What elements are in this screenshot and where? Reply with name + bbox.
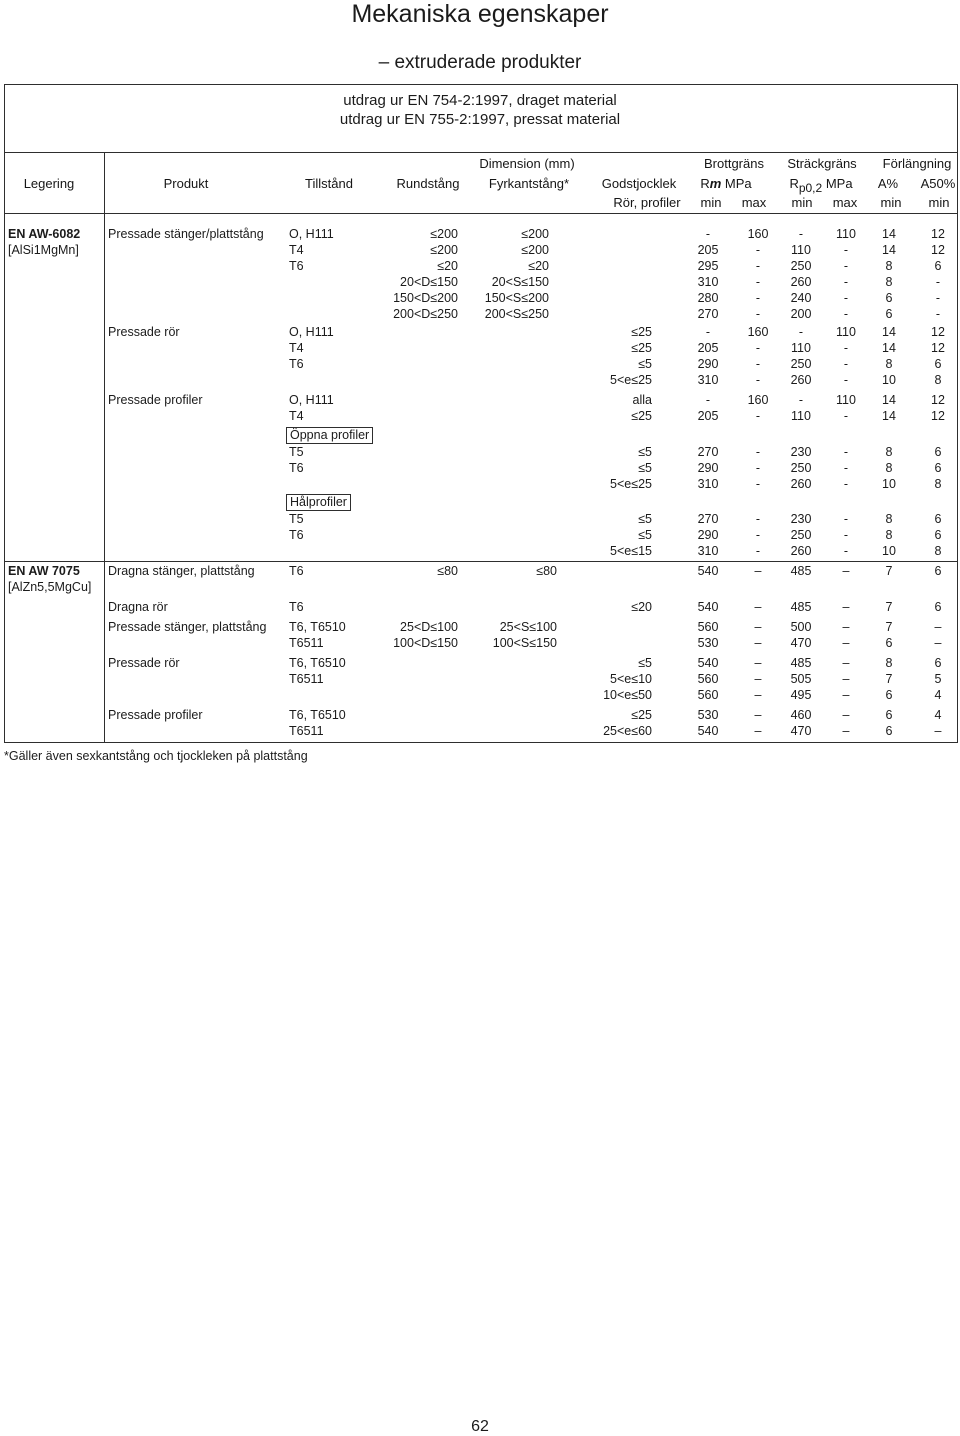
alloy-designation: [AlSi1MgMn] <box>8 243 79 257</box>
cell-rm-min: 540 <box>697 724 719 738</box>
cell-rm-max: - <box>755 544 761 558</box>
table-row <box>0 543 960 559</box>
cell-rp-min: 250 <box>790 357 812 371</box>
cell-tillstand: T6 <box>289 259 304 273</box>
cell-rp-max: – <box>842 564 850 578</box>
cell-a50: 6 <box>934 564 942 578</box>
header-top-rule <box>4 152 958 153</box>
subheading-row <box>0 428 960 444</box>
cell-rp-max: - <box>843 307 849 321</box>
cell-produkt: Pressade rör <box>108 656 180 670</box>
cell-rp-max: – <box>842 620 850 634</box>
cell-rp-min: 110 <box>791 409 811 423</box>
cell-a: 7 <box>885 564 893 578</box>
header-a50: A50% <box>920 176 956 191</box>
cell-tillstand: T4 <box>289 409 304 423</box>
cell-rm-max: - <box>755 445 761 459</box>
cell-rp-min: 110 <box>791 243 811 257</box>
cell-rm-max: - <box>755 461 761 475</box>
cell-rm-max: – <box>754 708 762 722</box>
cell-rp-max: - <box>843 461 849 475</box>
cell-rundstang: ≤200 <box>430 243 458 257</box>
cell-rm-min: 540 <box>697 656 719 670</box>
cell-fyrkantstang: ≤20 <box>528 259 549 273</box>
cell-tillstand: T6511 <box>289 636 324 650</box>
cell-rundstang: 200<D≤250 <box>393 307 458 321</box>
cell-godstjocklek: ≤25 <box>631 325 652 339</box>
cell-rp-max: – <box>842 672 850 686</box>
cell-a50: 6 <box>934 656 942 670</box>
cell-a50: - <box>935 275 941 289</box>
cell-a50: 12 <box>931 409 945 423</box>
cell-rm-min: 290 <box>697 528 719 542</box>
cell-rp-min: 495 <box>790 688 812 702</box>
cell-a: 6 <box>885 636 893 650</box>
cell-produkt: Pressade rör <box>108 325 180 339</box>
cell-fyrkantstang: 200<S≤250 <box>484 307 549 321</box>
header-a50-min: min <box>928 195 950 210</box>
page-title: Mekaniska egenskaper <box>351 0 609 28</box>
cell-rundstang: 150<D≤200 <box>393 291 458 305</box>
table-row <box>0 563 960 579</box>
alloy-name: EN AW-6082 <box>8 227 81 241</box>
cell-fyrkantstang: 25<S≤100 <box>499 620 557 634</box>
cell-rm-max: – <box>754 564 762 578</box>
rp-symbol: R <box>789 176 799 191</box>
cell-rm-max: 160 <box>747 227 769 241</box>
cell-rp-min: - <box>798 227 804 241</box>
table-row <box>0 599 960 615</box>
cell-rp-min: 485 <box>790 564 812 578</box>
cell-tillstand: T6 <box>289 564 304 578</box>
cell-rp-min: 250 <box>790 259 812 273</box>
cell-tillstand: T4 <box>289 243 304 257</box>
cell-a: 14 <box>882 325 896 339</box>
cell-godstjocklek: ≤5 <box>638 512 652 526</box>
cell-godstjocklek: ≤25 <box>631 341 652 355</box>
cell-godstjocklek: 25<e≤60 <box>603 724 652 738</box>
cell-rp-max: – <box>842 724 850 738</box>
cell-a: 6 <box>885 724 893 738</box>
cell-rm-min: 205 <box>697 341 719 355</box>
cell-rp-max: 110 <box>836 227 856 241</box>
cell-a50: 12 <box>931 341 945 355</box>
cell-rundstang: 20<D≤150 <box>400 275 458 289</box>
cell-a50: - <box>935 307 941 321</box>
cell-rp-min: 505 <box>790 672 812 686</box>
alloy-name: EN AW 7075 <box>8 564 80 578</box>
table-row <box>0 324 960 340</box>
table-row <box>0 392 960 408</box>
cell-rm-max: – <box>754 724 762 738</box>
cell-rp-max: - <box>843 243 849 257</box>
header-legering: Legering <box>23 176 75 191</box>
cell-rm-max: – <box>754 600 762 614</box>
table-row <box>0 444 960 460</box>
cell-rm-min: 205 <box>697 243 719 257</box>
header-godstjocklek: Godstjocklek <box>601 176 677 191</box>
table-row <box>0 372 960 388</box>
cell-a50: 6 <box>934 445 942 459</box>
cell-tillstand: T6 <box>289 600 304 614</box>
header-forlangning: Förlängning <box>882 156 952 171</box>
header-strackgrans: Sträckgräns <box>787 156 857 171</box>
cell-rm-max: - <box>755 307 761 321</box>
cell-tillstand: T6511 <box>289 724 324 738</box>
cell-a50: 6 <box>934 600 942 614</box>
cell-a50: 4 <box>934 708 942 722</box>
cell-rp-max: - <box>843 445 849 459</box>
rm-symbol: R <box>700 176 710 191</box>
cell-a50: 6 <box>934 259 942 273</box>
cell-rp-min: 260 <box>790 477 812 491</box>
page-number: 62 <box>471 1418 489 1435</box>
footnote: *Gäller även sexkantstång och tjockleken på plattstång <box>4 749 308 763</box>
cell-rm-max: - <box>755 409 761 423</box>
cell-godstjocklek: alla <box>632 393 652 407</box>
cell-a: 8 <box>885 259 893 273</box>
cell-tillstand: T5 <box>289 512 304 526</box>
cell-rp-max: 110 <box>836 393 856 407</box>
cell-rp-max: – <box>842 636 850 650</box>
cell-fyrkantstang: ≤80 <box>536 564 557 578</box>
rm-subscript: m <box>709 176 722 191</box>
cell-a50: 6 <box>934 512 942 526</box>
cell-rm-min: 560 <box>697 620 719 634</box>
cell-rm-max: - <box>755 275 761 289</box>
cell-rm-max: - <box>755 291 761 305</box>
table-row <box>0 408 960 424</box>
cell-rp-max: - <box>843 341 849 355</box>
subheading-row <box>0 495 960 511</box>
cell-rm-max: 160 <box>747 325 769 339</box>
cell-rm-max: - <box>755 373 761 387</box>
cell-rp-min: 200 <box>790 307 812 321</box>
cell-a: 14 <box>882 409 896 423</box>
cell-a: 7 <box>885 620 893 634</box>
cell-produkt: Pressade profiler <box>108 708 203 722</box>
source-line: utdrag ur EN 754-2:1997, draget material <box>343 92 617 109</box>
cell-rm-min: 540 <box>697 564 719 578</box>
cell-tillstand: T6 <box>289 357 304 371</box>
cell-godstjocklek: ≤5 <box>638 445 652 459</box>
header-tillstand: Tillstånd <box>305 176 353 191</box>
header-bottom-rule <box>4 213 958 214</box>
cell-tillstand: O, H111 <box>289 227 334 241</box>
cell-rp-min: 250 <box>790 461 812 475</box>
cell-a50: 5 <box>934 672 942 686</box>
cell-rp-min: - <box>798 393 804 407</box>
cell-godstjocklek: ≤25 <box>631 708 652 722</box>
cell-rm-max: - <box>755 341 761 355</box>
cell-rp-min: 260 <box>790 373 812 387</box>
cell-a50: 12 <box>931 393 945 407</box>
cell-rp-max: - <box>843 409 849 423</box>
table-row <box>0 619 960 635</box>
table-row <box>0 527 960 543</box>
cell-rm-max: – <box>754 656 762 670</box>
cell-a: 6 <box>885 307 893 321</box>
table-row <box>0 707 960 723</box>
cell-a: 10 <box>882 477 896 491</box>
cell-a50: – <box>934 620 942 634</box>
cell-produkt: Pressade stänger/plattstång <box>108 227 264 241</box>
cell-a50: 12 <box>931 227 945 241</box>
cell-a: 14 <box>882 243 896 257</box>
cell-godstjocklek: 5<e≤10 <box>610 672 652 686</box>
cell-a: 14 <box>882 227 896 241</box>
header-rm-max: max <box>741 195 767 210</box>
cell-rundstang: ≤200 <box>430 227 458 241</box>
cell-rp-max: - <box>843 259 849 273</box>
cell-rm-min: 270 <box>697 307 719 321</box>
cell-rm-min: 310 <box>697 275 719 289</box>
cell-a: 8 <box>885 357 893 371</box>
cell-rm-max: – <box>754 688 762 702</box>
cell-rm-min: 540 <box>697 600 719 614</box>
cell-godstjocklek: 5<e≤15 <box>610 544 652 558</box>
cell-rp-max: - <box>843 291 849 305</box>
cell-tillstand: T6 <box>289 461 304 475</box>
cell-godstjocklek: 5<e≤25 <box>610 373 652 387</box>
cell-rm-min: 290 <box>697 461 719 475</box>
cell-rundstang: 25<D≤100 <box>400 620 458 634</box>
cell-a: 8 <box>885 656 893 670</box>
cell-a: 8 <box>885 461 893 475</box>
table-row <box>0 687 960 703</box>
cell-rp-max: - <box>843 477 849 491</box>
cell-a50: 12 <box>931 325 945 339</box>
cell-a: 14 <box>882 341 896 355</box>
header-brottgrans: Brottgräns <box>704 156 764 171</box>
header-godstjocklek-sub: Rör, profiler <box>613 195 681 210</box>
table-row <box>0 306 960 322</box>
cell-a50: 6 <box>934 357 942 371</box>
cell-rm-min: - <box>705 325 711 339</box>
table-row <box>0 356 960 372</box>
section-subheading: Hålprofiler <box>286 494 351 511</box>
page-subtitle: – extruderade produkter <box>378 52 582 73</box>
cell-rp-min: 260 <box>790 544 812 558</box>
cell-godstjocklek: ≤25 <box>631 409 652 423</box>
table-row <box>0 635 960 651</box>
header-rm <box>691 176 761 192</box>
cell-fyrkantstang: 150<S≤200 <box>484 291 549 305</box>
cell-a: 14 <box>882 393 896 407</box>
cell-rp-max: - <box>843 373 849 387</box>
header-produkt: Produkt <box>163 176 209 191</box>
table-row <box>0 242 960 258</box>
rm-unit: MPa <box>724 176 752 191</box>
rp-unit: MPa <box>825 176 853 191</box>
cell-tillstand: T6, T6510 <box>289 620 346 634</box>
cell-rp-max: - <box>843 528 849 542</box>
cell-tillstand: T6 <box>289 528 304 542</box>
rp-subscript: p0,2 <box>798 181 823 195</box>
cell-a50: – <box>934 724 942 738</box>
header-fyrkantstang: Fyrkantstång* <box>488 176 570 191</box>
cell-rm-min: 530 <box>697 636 719 650</box>
cell-rm-max: – <box>754 636 762 650</box>
cell-rm-max: - <box>755 528 761 542</box>
cell-rm-min: 290 <box>697 357 719 371</box>
header-rp-min: min <box>791 195 813 210</box>
cell-a: 8 <box>885 528 893 542</box>
table-row <box>0 290 960 306</box>
header-rp <box>781 176 861 195</box>
cell-rm-min: 270 <box>697 445 719 459</box>
cell-produkt: Dragna rör <box>108 600 168 614</box>
cell-a: 8 <box>885 275 893 289</box>
cell-rp-max: 110 <box>836 325 856 339</box>
cell-rp-max: – <box>842 688 850 702</box>
cell-rm-min: - <box>705 393 711 407</box>
cell-rp-max: - <box>843 544 849 558</box>
header-rm-min: min <box>700 195 722 210</box>
cell-a: 8 <box>885 445 893 459</box>
cell-a: 6 <box>885 708 893 722</box>
cell-fyrkantstang: 100<S≤150 <box>492 636 557 650</box>
table-row <box>0 258 960 274</box>
cell-fyrkantstang: ≤200 <box>521 227 549 241</box>
cell-tillstand: O, H111 <box>289 325 334 339</box>
cell-a50: 8 <box>934 373 942 387</box>
cell-rp-min: 500 <box>790 620 812 634</box>
cell-rp-min: 260 <box>790 275 812 289</box>
cell-a50: 6 <box>934 528 942 542</box>
cell-godstjocklek: ≤5 <box>638 461 652 475</box>
cell-rp-min: 460 <box>790 708 812 722</box>
header-a-min: min <box>880 195 902 210</box>
table-row <box>0 671 960 687</box>
cell-rp-min: 110 <box>791 341 811 355</box>
cell-rp-max: - <box>843 512 849 526</box>
cell-a: 10 <box>882 544 896 558</box>
cell-godstjocklek: 5<e≤25 <box>610 477 652 491</box>
cell-a: 8 <box>885 512 893 526</box>
cell-rm-max: - <box>755 357 761 371</box>
section-subheading: Öppna profiler <box>286 427 373 444</box>
cell-a50: – <box>934 636 942 650</box>
cell-rp-min: 470 <box>790 724 812 738</box>
cell-rm-min: 310 <box>697 373 719 387</box>
alloy-separator-rule <box>4 561 958 562</box>
cell-rp-max: – <box>842 600 850 614</box>
table-row <box>0 340 960 356</box>
cell-a: 6 <box>885 688 893 702</box>
table-row <box>0 476 960 492</box>
cell-tillstand: T5 <box>289 445 304 459</box>
cell-rm-min: 295 <box>697 259 719 273</box>
cell-rp-min: 240 <box>790 291 812 305</box>
cell-produkt: Pressade stänger, plattstång <box>108 620 267 634</box>
cell-rundstang: ≤80 <box>437 564 458 578</box>
cell-a: 6 <box>885 291 893 305</box>
cell-rm-min: 560 <box>697 688 719 702</box>
cell-rm-min: 310 <box>697 477 719 491</box>
cell-rp-min: - <box>798 325 804 339</box>
cell-tillstand: T6, T6510 <box>289 708 346 722</box>
cell-rm-min: 280 <box>697 291 719 305</box>
cell-rp-min: 485 <box>790 656 812 670</box>
cell-tillstand: T4 <box>289 341 304 355</box>
cell-rm-min: 205 <box>697 409 719 423</box>
cell-rm-min: 270 <box>697 512 719 526</box>
cell-a50: 8 <box>934 544 942 558</box>
table-row <box>0 460 960 476</box>
cell-rm-min: 530 <box>697 708 719 722</box>
cell-rundstang: ≤20 <box>437 259 458 273</box>
cell-a: 7 <box>885 600 893 614</box>
header-rundstang: Rundstång <box>396 176 460 191</box>
cell-a50: - <box>935 291 941 305</box>
table-row <box>0 226 960 242</box>
cell-rp-max: – <box>842 708 850 722</box>
cell-a50: 6 <box>934 461 942 475</box>
cell-rm-min: 310 <box>697 544 719 558</box>
cell-a50: 4 <box>934 688 942 702</box>
cell-rp-min: 485 <box>790 600 812 614</box>
alloy-designation: [AlZn5,5MgCu] <box>8 580 92 594</box>
header-a: A% <box>877 176 899 191</box>
cell-godstjocklek: ≤5 <box>638 357 652 371</box>
cell-godstjocklek: ≤5 <box>638 656 652 670</box>
cell-a: 10 <box>882 373 896 387</box>
cell-godstjocklek: 10<e≤50 <box>603 688 652 702</box>
cell-rp-max: - <box>843 357 849 371</box>
cell-tillstand: O, H111 <box>289 393 334 407</box>
cell-rp-max: - <box>843 275 849 289</box>
cell-rm-min: 560 <box>697 672 719 686</box>
cell-fyrkantstang: ≤200 <box>521 243 549 257</box>
table-row <box>0 723 960 739</box>
cell-rm-min: - <box>705 227 711 241</box>
table-row <box>0 274 960 290</box>
header-dimension: Dimension (mm) <box>479 156 575 171</box>
cell-rp-min: 230 <box>790 512 812 526</box>
table-row <box>0 511 960 527</box>
cell-produkt: Dragna stänger, plattstång <box>108 564 255 578</box>
cell-fyrkantstang: 20<S≤150 <box>491 275 549 289</box>
header-rp-max: max <box>832 195 858 210</box>
source-line: utdrag ur EN 755-2:1997, pressat material <box>339 111 621 128</box>
cell-rm-max: – <box>754 672 762 686</box>
cell-rundstang: 100<D≤150 <box>393 636 458 650</box>
cell-rp-min: 250 <box>790 528 812 542</box>
cell-a: 7 <box>885 672 893 686</box>
cell-a50: 8 <box>934 477 942 491</box>
cell-godstjocklek: ≤5 <box>638 528 652 542</box>
cell-rp-min: 230 <box>790 445 812 459</box>
cell-rm-max: 160 <box>747 393 769 407</box>
cell-godstjocklek: ≤20 <box>631 600 652 614</box>
cell-rm-max: – <box>754 620 762 634</box>
cell-rm-max: - <box>755 259 761 273</box>
cell-rm-max: - <box>755 477 761 491</box>
cell-a50: 12 <box>931 243 945 257</box>
cell-tillstand: T6, T6510 <box>289 656 346 670</box>
cell-tillstand: T6511 <box>289 672 324 686</box>
cell-produkt: Pressade profiler <box>108 393 203 407</box>
table-row <box>0 655 960 671</box>
cell-rp-max: – <box>842 656 850 670</box>
cell-rm-max: - <box>755 512 761 526</box>
cell-rp-min: 470 <box>790 636 812 650</box>
cell-rm-max: - <box>755 243 761 257</box>
